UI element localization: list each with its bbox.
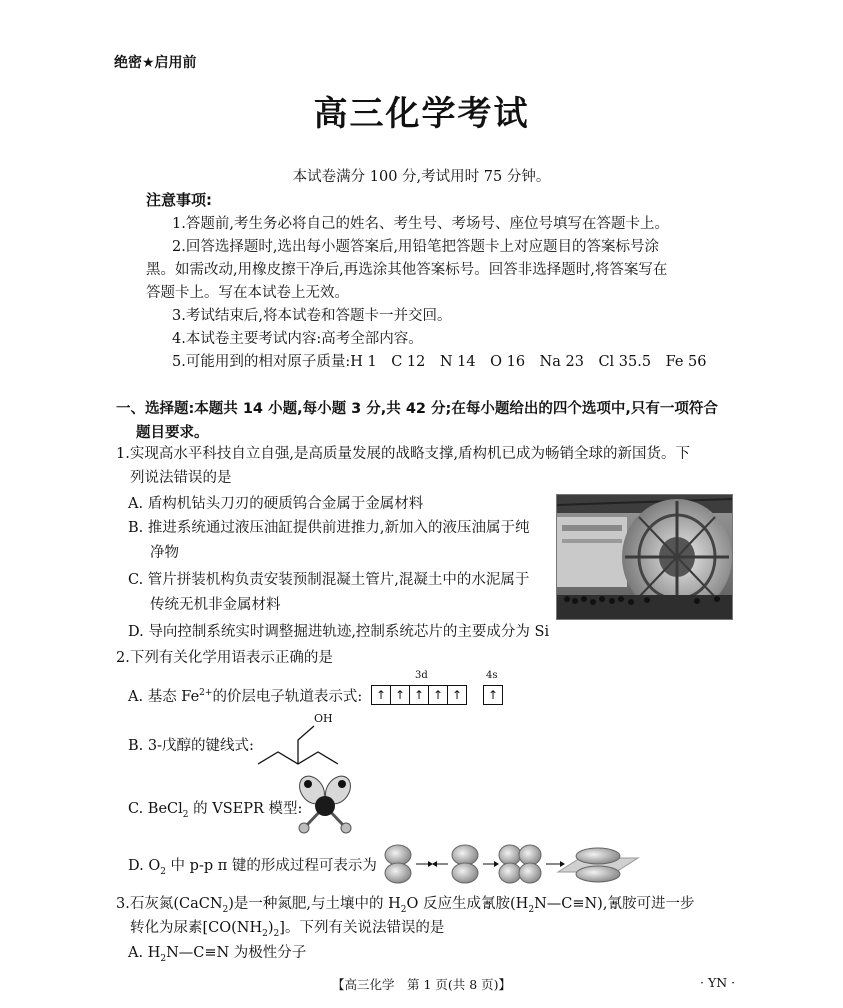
- orbital-box: ↑: [483, 685, 503, 705]
- q3-text: O 反应生成氰胺(H: [406, 896, 529, 912]
- subscript: 2: [262, 928, 268, 939]
- exam-info: 本试卷满分 100 分,考试用时 75 分钟。: [292, 169, 551, 185]
- subscript: 2: [400, 904, 407, 915]
- subscript: 2: [160, 953, 167, 964]
- charge-superscript: 2+: [199, 688, 213, 698]
- orbital-label-3d: 3d: [415, 670, 428, 681]
- q2-option-a-prefix: A. 基态 Fe: [128, 688, 200, 705]
- q2-option-c-text: 的 VSEPR 模型:: [188, 801, 303, 817]
- notice-line: 1.答题前,考生务必将自己的姓名、考生号、考场号、座位号填写在答题卡上。: [172, 216, 669, 232]
- q2-option-a: [128, 681, 362, 709]
- section-heading-cont: 题目要求。: [136, 425, 209, 441]
- orbital-box: ↑: [390, 685, 410, 705]
- q3-option-a: [128, 941, 306, 971]
- q1-stem: 1.实现高水平科技自立自强,是高质量发展的战略支撑,盾构机已成为畅销全球的新国货。下: [116, 446, 691, 462]
- orbital-label-4s: 4s: [486, 670, 498, 681]
- orbital-box: ↑: [428, 685, 448, 705]
- q3-text: ]。下列有关说法错误的是: [279, 920, 445, 936]
- orbital-diagram-4s: [483, 684, 502, 705]
- q2-option-c-prefix: C. BeCl: [128, 801, 183, 817]
- q2-option-c: [128, 797, 302, 827]
- q2-option-d-text: 中 p-p π 键的形成过程可表示为: [165, 858, 377, 874]
- vsepr-model: [294, 772, 356, 842]
- notice-line: 4.本试卷主要考试内容:高考全部内容。: [172, 331, 423, 347]
- q1-option-c-cont: 传统无机非金属材料: [150, 597, 281, 613]
- q1-option-b: B. 推进系统通过液压油缸提供前进推力,新加入的液压油属于纯: [128, 520, 530, 536]
- footer-code: · YN ·: [700, 975, 736, 990]
- notice-line: 3.考试结束后,将本试卷和答题卡一并交回。: [172, 308, 452, 324]
- q3-text: ): [267, 920, 274, 936]
- orbital-box: ↑: [409, 685, 429, 705]
- tunnel-boring-machine-photo: [556, 494, 733, 620]
- subscript: 2: [528, 904, 535, 915]
- subscript: 2: [182, 809, 189, 820]
- q3-option-a-text: N—C≡N 为极性分子: [166, 945, 307, 961]
- pi-bond-formation-diagram: [380, 844, 640, 888]
- q2-option-d: [128, 854, 377, 884]
- q3-text: N—C≡N),氰胺可进一步: [534, 896, 695, 912]
- q1-option-b-cont: 净物: [150, 545, 179, 561]
- q3-text: 转化为尿素[CO(NH: [130, 920, 263, 936]
- subscript: 2: [222, 904, 229, 915]
- section-heading: 一、选择题:本题共 14 小题,每小题 3 分,共 42 分;在每小题给出的四个选项中,只有一项符合: [116, 401, 718, 417]
- page-footer: 【高三化学 第 1 页(共 8 页)】: [331, 977, 512, 992]
- orbital-diagram-3d: [371, 684, 466, 705]
- hydroxyl-label: OH: [314, 712, 333, 725]
- q1-option-d: D. 导向控制系统实时调整掘进轨迹,控制系统芯片的主要成分为 Si: [128, 624, 550, 640]
- notice-line: 5.可能用到的相对原子质量:H 1 C 12 N 14 O 16 Na 23 Cl 35.5 Fe 56: [172, 354, 707, 370]
- confidential-label: 绝密★启用前: [114, 55, 197, 71]
- orbital-box: ↑: [371, 685, 391, 705]
- notice-line: 黑。如需改动,用橡皮擦干净后,再选涂其他答案标号。回答非选择题时,将答案写在: [146, 262, 668, 278]
- q1-stem-cont: 列说法错误的是: [130, 470, 232, 486]
- orbital-box: ↑: [447, 685, 467, 705]
- q3-text: )是一种氮肥,与土壤中的 H: [228, 896, 401, 912]
- q2-option-b: B. 3-戊醇的键线式:: [128, 738, 254, 754]
- subscript: 2: [160, 866, 166, 877]
- q1-option-a: A. 盾构机钻头刀刃的硬质钨合金属于金属材料: [128, 496, 424, 512]
- q3-option-a-prefix: A. H: [128, 945, 161, 961]
- q2-stem: 2.下列有关化学用语表示正确的是: [116, 650, 333, 666]
- subscript: 2: [273, 928, 280, 939]
- q1-option-c: C. 管片拼装机构负责安装预制混凝土管片,混凝土中的水泥属于: [128, 572, 530, 588]
- notice-line: 答题卡上。写在本试卷上无效。: [146, 285, 349, 301]
- q3-text: 3.石灰氮(CaCN: [116, 896, 223, 912]
- q2-option-a-text: 的价层电子轨道表示式:: [212, 688, 363, 705]
- notice-line: 2.回答选择题时,选出每小题答案后,用铅笔把答题卡上对应题目的答案标号涂: [172, 239, 660, 255]
- page-title: 高三化学考试: [313, 94, 530, 134]
- q2-option-d-prefix: D. O: [128, 858, 161, 874]
- notice-heading: 注意事项:: [146, 191, 212, 209]
